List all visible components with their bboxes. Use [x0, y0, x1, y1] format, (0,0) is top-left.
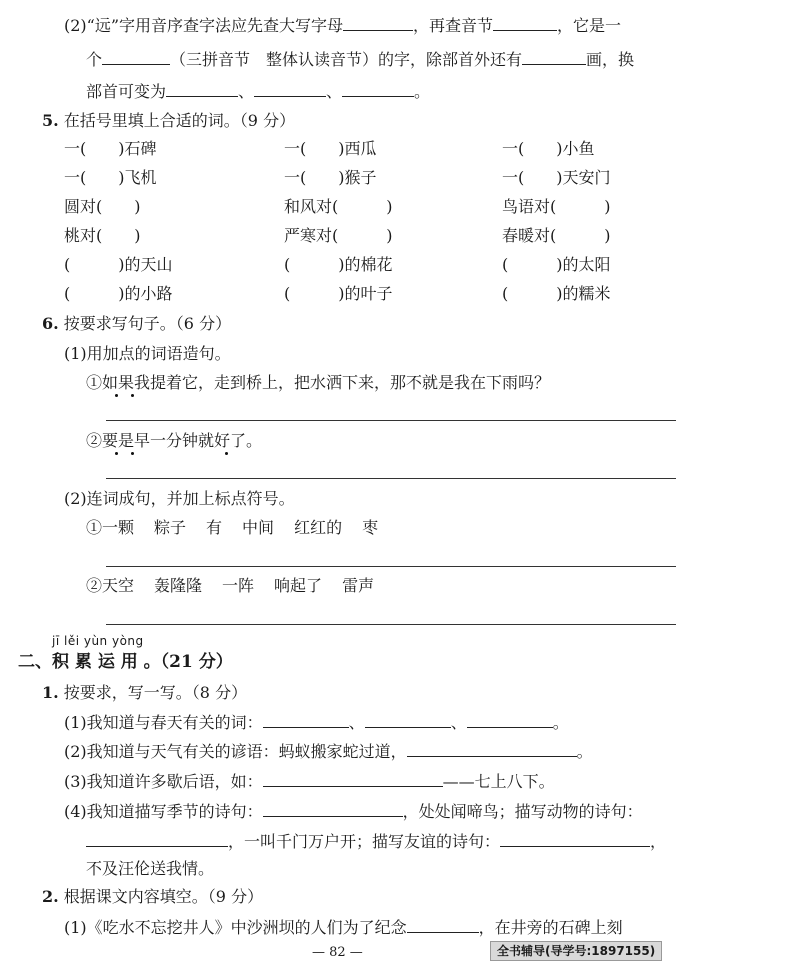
blank-stroke-count[interactable] — [522, 48, 586, 65]
q6-sentence-1: ①如果我提着它，走到桥上，把水洒下来，那不就是我在下雨吗？ — [86, 373, 551, 392]
answer-line[interactable] — [106, 420, 676, 421]
answer-line[interactable] — [106, 478, 676, 479]
q5-cell[interactable]: 鸟语对( ) — [502, 197, 611, 216]
q-text: 。 — [552, 713, 569, 732]
q4-2-text: 个 — [86, 50, 103, 69]
blank-animal-poem[interactable] — [86, 830, 228, 847]
question-title: 按要求写句子。（6 分） — [63, 314, 232, 333]
s2-q1-heading — [42, 682, 247, 704]
question-number: 6. — [42, 314, 59, 333]
q6-sub2: (2)连词成句，并加上标点符号。 — [64, 489, 295, 508]
q-text: 。 — [576, 742, 593, 761]
word-card: 中间 — [242, 518, 275, 537]
q4-2-line3 — [86, 80, 430, 103]
s2-q2-heading — [42, 886, 263, 908]
s2-q1-line3 — [64, 770, 555, 793]
question-number: 5. — [42, 111, 59, 130]
q-text: (1)《吃水不忘挖井人》中沙洲坝的人们为了纪念 — [64, 918, 407, 937]
blank-season-poem[interactable] — [263, 800, 403, 817]
q5-cell[interactable]: ( )的小路 — [64, 284, 173, 303]
s2-q1-line6: 不及汪伦送我情。 — [86, 859, 215, 878]
q-text: ，一叫千门万户开；描写友谊的诗句： — [228, 832, 501, 851]
emphasis-dot — [131, 452, 134, 455]
q4-2-text: ，它是一 — [557, 16, 622, 35]
question-number: 2. — [42, 887, 59, 906]
blank-spring-word-1[interactable] — [263, 711, 349, 728]
q5-cell[interactable]: 一( )西瓜 — [284, 139, 377, 158]
q4-2-line1 — [64, 14, 621, 37]
blank-spring-word-3[interactable] — [467, 711, 553, 728]
q4-2-text: 、 — [238, 82, 255, 101]
blank-radical-3[interactable] — [342, 80, 414, 97]
word-card: 雷声 — [342, 576, 375, 595]
q-text: (1)我知道与春天有关的词： — [64, 713, 263, 732]
q-text: ，在井旁的石碑上刻 — [478, 918, 623, 937]
page-number: — 82 — — [312, 945, 363, 960]
question-title: 根据课文内容填空。（9 分） — [63, 887, 264, 906]
answer-line[interactable] — [106, 624, 676, 625]
word-card: 有 — [206, 518, 223, 537]
q4-2-text: 、 — [326, 82, 343, 101]
q5-cell[interactable]: ( )的太阳 — [502, 255, 611, 274]
footer-badge: 全书辅导(导学号:1897155) — [490, 941, 662, 961]
q-text: ，处处闻啼鸟；描写动物的诗句： — [402, 802, 643, 821]
q6-words-1 — [86, 517, 378, 539]
s2-q1-line1 — [64, 711, 569, 734]
q5-cell[interactable]: 一( )石碑 — [64, 139, 157, 158]
emphasis-dot — [225, 452, 228, 455]
blank-spring-word-2[interactable] — [365, 711, 451, 728]
q5-heading — [42, 110, 295, 132]
q-text: 、 — [450, 713, 467, 732]
word-card: ①一颗 — [86, 518, 135, 537]
q5-cell[interactable]: 春暖对( ) — [502, 226, 611, 245]
blank-radical-1[interactable] — [166, 80, 238, 97]
word-card: 红红的 — [294, 518, 343, 537]
blank-friendship-poem[interactable] — [500, 830, 650, 847]
answer-line[interactable] — [106, 566, 676, 567]
blank-proverb[interactable] — [407, 740, 577, 757]
q4-2-text: （三拼音节 整体认读音节）的字，除部首外还有 — [170, 50, 523, 69]
q5-cell[interactable]: ( )的棉花 — [284, 255, 393, 274]
q6-heading — [42, 313, 231, 335]
q4-2-text: (2)“远”字用音序查字法应先查大写字母 — [64, 16, 344, 35]
q6-sub1: (1)用加点的词语造句。 — [64, 344, 231, 363]
q-text: ， — [650, 832, 667, 851]
q5-cell[interactable]: ( )的天山 — [64, 255, 173, 274]
q-text: ——七上八下。 — [442, 772, 555, 791]
section-heading: 二、积 累 运 用 。（21 分） — [18, 652, 233, 672]
q-text: (4)我知道描写季节的诗句： — [64, 802, 263, 821]
word-card: 响起了 — [274, 576, 323, 595]
emphasis-dot — [115, 452, 118, 455]
q-text: 、 — [348, 713, 365, 732]
q5-cell[interactable]: 严寒对( ) — [284, 226, 393, 245]
q-text: (2)我知道与天气有关的谚语：蚂蚁搬家蛇过道， — [64, 742, 407, 761]
q4-2-line2 — [86, 48, 634, 71]
q5-cell[interactable]: 一( )飞机 — [64, 168, 157, 187]
s2-q1-line2 — [64, 740, 593, 763]
emphasis-dot — [131, 394, 134, 397]
q5-cell[interactable]: ( )的糯米 — [502, 284, 611, 303]
q5-cell[interactable]: 桃对( ) — [64, 226, 141, 245]
emphasis-dot — [115, 394, 118, 397]
question-title: 按要求，写一写。（8 分） — [63, 683, 248, 702]
section-pinyin: jī lěi yùn yòng — [52, 634, 144, 648]
question-number: 1. — [42, 683, 59, 702]
blank-commemorate[interactable] — [407, 916, 479, 933]
question-title: 在括号里填上合适的词。（9 分） — [63, 111, 296, 130]
q4-2-text: 部首可变为 — [86, 82, 167, 101]
q4-2-text: 画，换 — [586, 50, 635, 69]
blank-initial-letter[interactable] — [343, 14, 413, 31]
blank-xiehouyu[interactable] — [263, 770, 443, 787]
word-card: 轰隆隆 — [154, 576, 203, 595]
blank-syllable-type[interactable] — [102, 48, 170, 65]
q5-cell[interactable]: 一( )小鱼 — [502, 139, 595, 158]
q5-cell[interactable]: 一( )猴子 — [284, 168, 377, 187]
q4-2-text: 。 — [414, 82, 431, 101]
blank-radical-2[interactable] — [254, 80, 326, 97]
word-card: 枣 — [362, 518, 379, 537]
q4-2-text: ，再查音节 — [413, 16, 494, 35]
s2-q1-line4 — [64, 800, 643, 823]
s2-q1-line5 — [86, 830, 666, 853]
q6-sentence-2: ②要是早一分钟就好了。 — [86, 431, 263, 450]
word-card: 粽子 — [154, 518, 187, 537]
blank-syllable[interactable] — [493, 14, 557, 31]
word-card: ②天空 — [86, 576, 135, 595]
q5-cell[interactable]: 一( )天安门 — [502, 168, 611, 187]
q6-words-2 — [86, 575, 374, 597]
q5-cell[interactable]: ( )的叶子 — [284, 284, 393, 303]
word-card: 一阵 — [222, 576, 255, 595]
q-text: (3)我知道许多歇后语，如： — [64, 772, 263, 791]
q5-cell[interactable]: 圆对( ) — [64, 197, 141, 216]
q5-cell[interactable]: 和风对( ) — [284, 197, 393, 216]
s2-q2-line1 — [64, 916, 623, 939]
